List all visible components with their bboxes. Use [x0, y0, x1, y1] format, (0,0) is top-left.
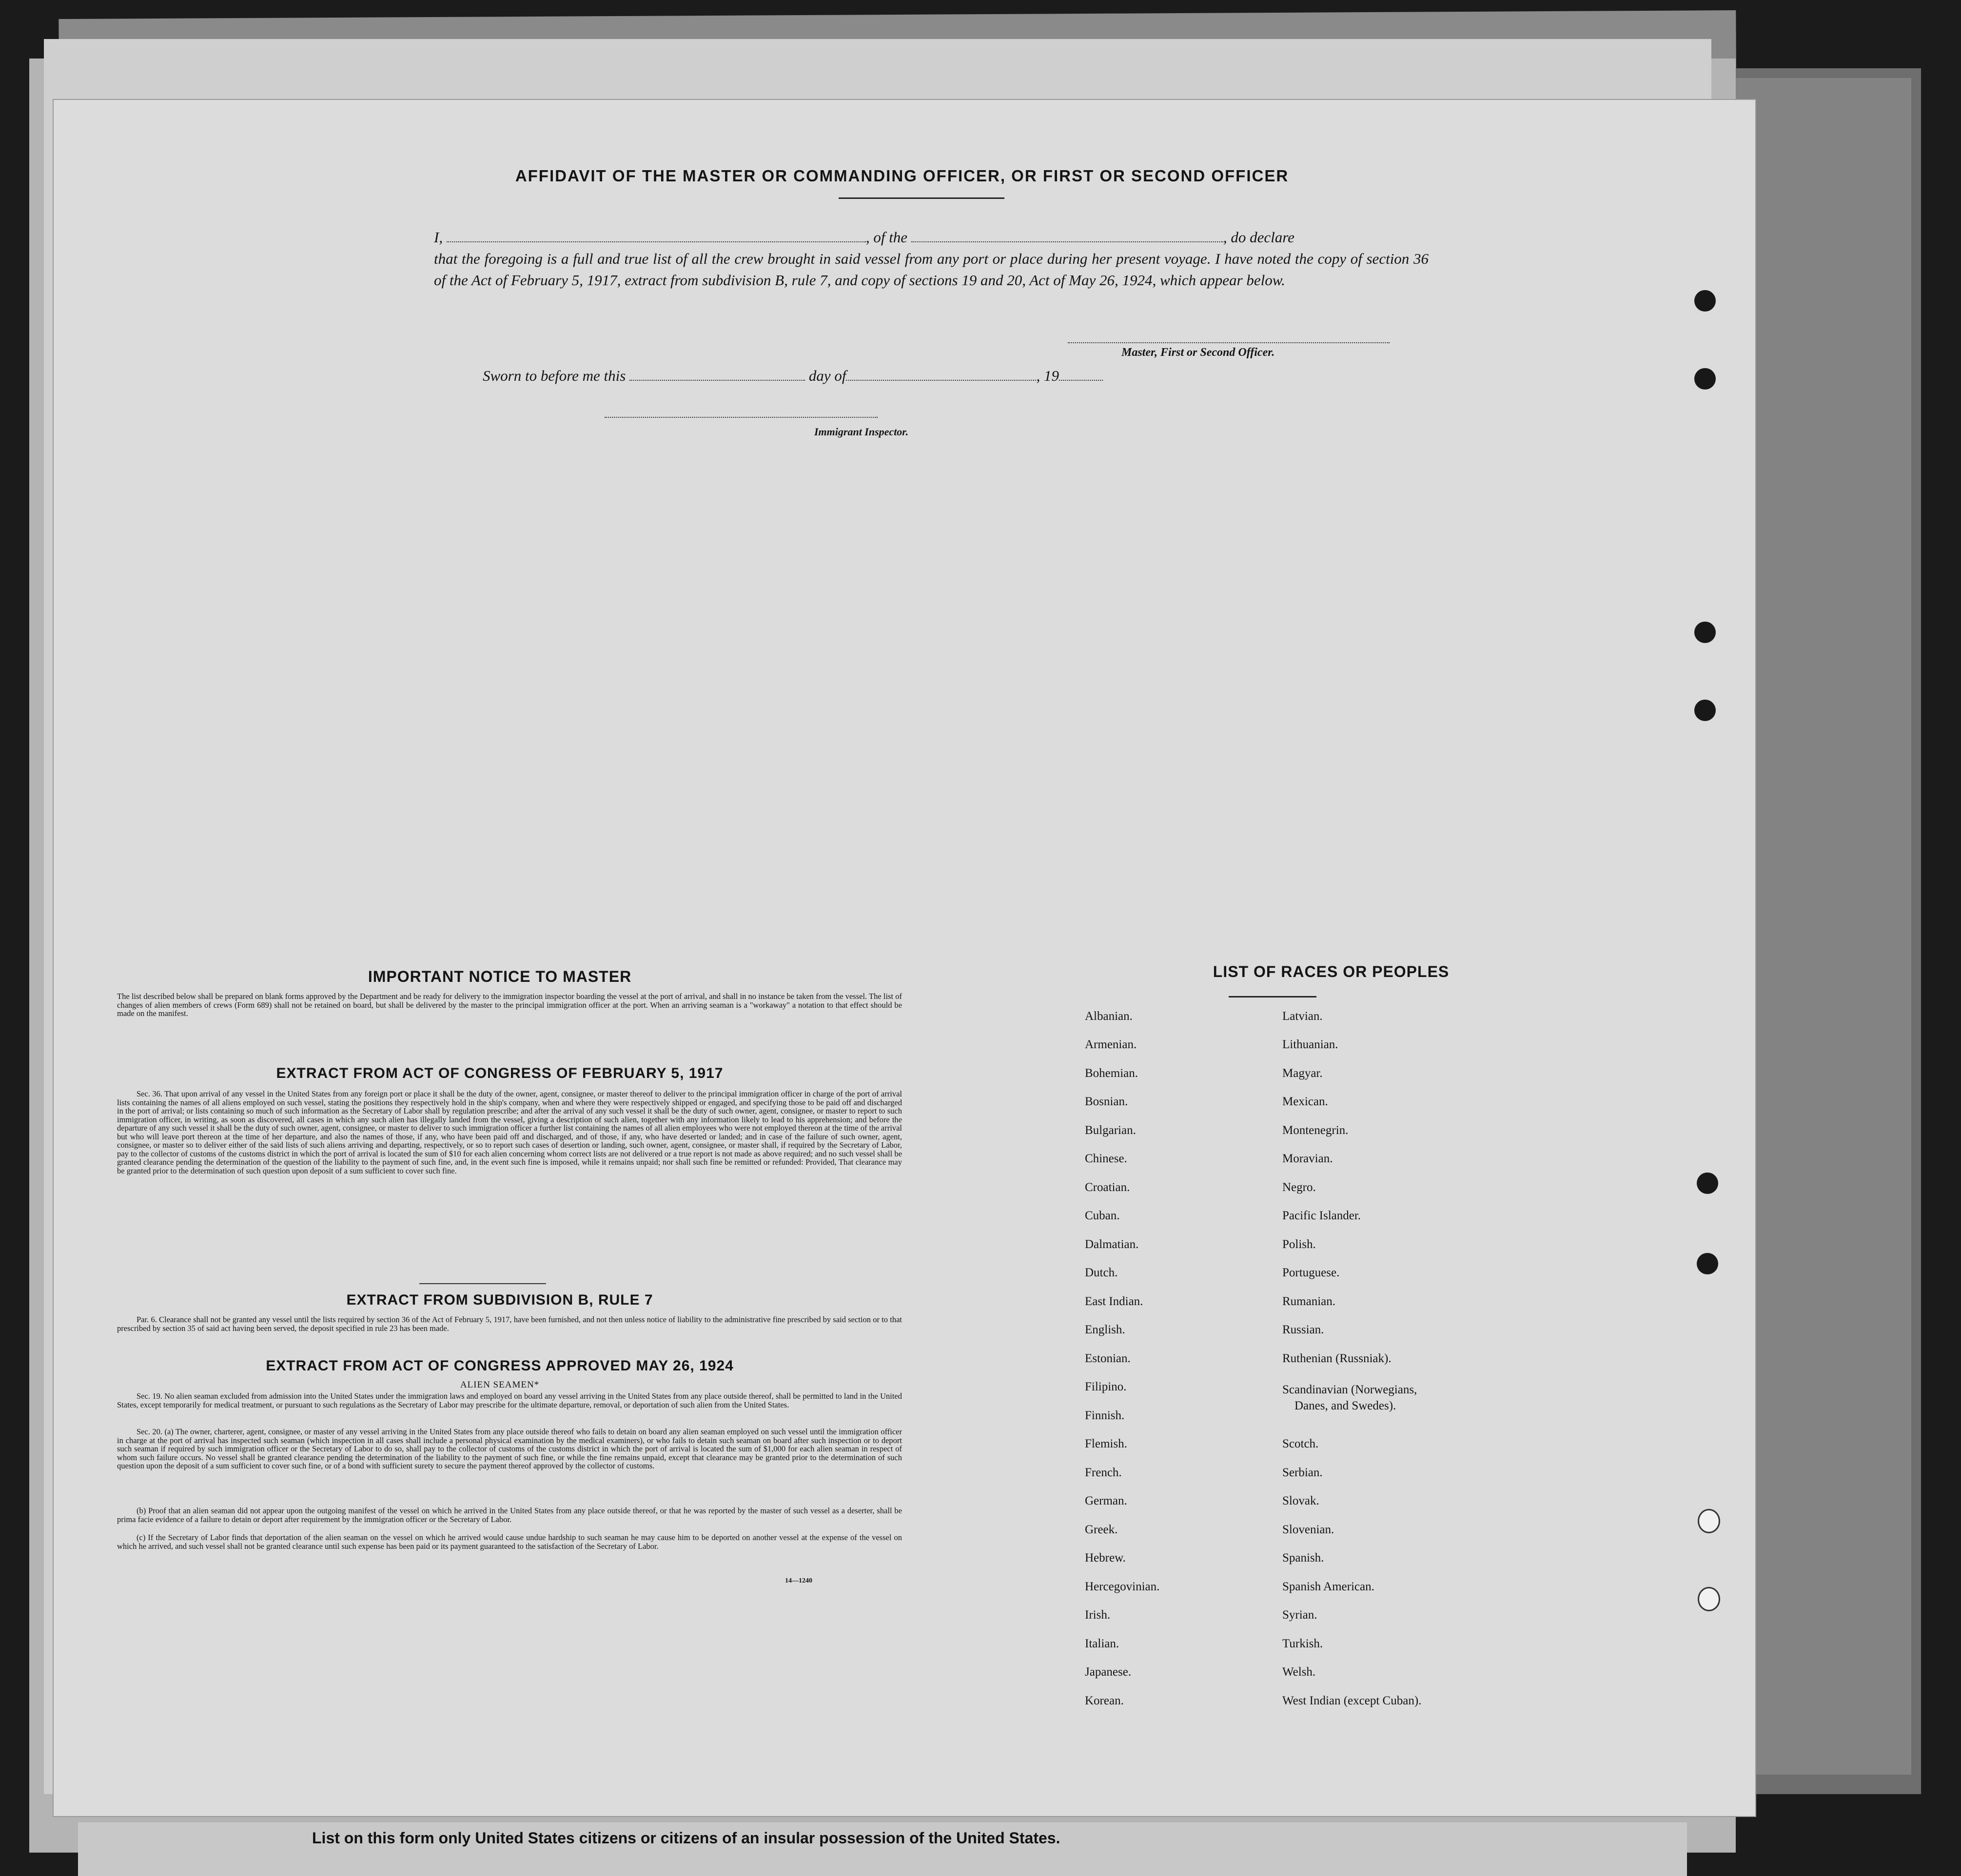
alien-seamen-subtitle: ALIEN SEAMEN* [460, 1380, 540, 1390]
race-item: Slovak. [1282, 1494, 1319, 1507]
race-item: Russian. [1282, 1323, 1324, 1336]
punch-hole [1698, 1509, 1720, 1533]
punch-hole [1698, 1587, 1720, 1611]
extract-1917-title: EXTRACT FROM ACT OF CONGRESS OF FEBRUARY 5, 1917 [276, 1065, 724, 1081]
extract-rule7-text: Par. 6. Clearance shall not be granted any vessel until the lists required by section 36 of the Act of February 5, 1917, have been furnished, and not then unless notice of liability to the administrative fine prescribed by said section or to that prescribed by section 35 of said act having been served, the deposit specified in rule 23 has been made. [117, 1315, 902, 1333]
sec20a-text: Sec. 20. (a) The owner, charterer, agent, consignee, or master of any vessel arriving in the United States from any place outside thereof who fails to detain on board any alien seaman employed on such vessel until the immigration officer in charge at the port of arrival has inspected such seaman (which inspection in all cases shall include a personal physical examination by the medical examiners), or who fails to detain such seaman on board after such inspection or to deport such seaman if required by such immigration officer or the Secretary of Labor to do so, shall pay to the collector of customs of the customs district in which the port of arrival is located the sum of $1,000 for each alien seaman in respect of whom such failure occurs. No vessel shall be granted clearance pending the determination of the liability to the payment of such fine, or while the fine remains unpaid, except that clearance may be granted prior to the determination of such question upon the deposit of a sum sufficient to cover such fine, or of a bond with sufficient surety to secure the payment thereof approved by the collector of customs. [117, 1427, 902, 1470]
race-item: East Indian. [1085, 1295, 1143, 1308]
race-item: Rumanian. [1282, 1295, 1336, 1308]
notice-title: IMPORTANT NOTICE TO MASTER [368, 968, 632, 985]
affidavit-declaration-line [434, 227, 1429, 248]
affidavit-title: AFFIDAVIT OF THE MASTER OR COMMANDING OFFICER, OR FIRST OR SECOND OFFICER [515, 167, 1289, 185]
affidavit-body: that the foregoing is a full and true list of all the crew brought in said vessel from any port or place during her present voyage. I have noted the copy of section 36 of the Act of February 5, 1917, extract from subdivision B, rule 7, and copy of sections 19 and 20, Act of May 26, 1924, which appear below. [434, 250, 1429, 289]
race-item: Bosnian. [1085, 1095, 1128, 1108]
sec19-text: Sec. 19. No alien seaman excluded from admission into the United States under the immigration laws and employed on board any vessel arriving in the United States from any place outside thereof, shall be permitted to land in the United States, except temporarily for medical treatment, or pursuant to such regulations as the Secretary of Labor may prescribe for the ultimate departure, removal, or deportation of such alien from the United States. [117, 1391, 902, 1409]
punch-hole [1697, 1172, 1718, 1194]
race-item: Japanese. [1085, 1665, 1132, 1679]
punch-hole [1694, 622, 1716, 643]
race-item: Hebrew. [1085, 1551, 1126, 1564]
signature-line[interactable] [1068, 342, 1390, 343]
race-item: Hercegovinian. [1085, 1580, 1160, 1593]
race-item: Lithuanian. [1282, 1038, 1338, 1051]
race-item: French. [1085, 1466, 1122, 1479]
punch-hole [1694, 290, 1716, 312]
sec20b-text: (b) Proof that an alien seaman did not appear upon the outgoing manifest of the vessel on which he arrived in the United States from any place outside thereof, or that he was reported by the master of such vessel as a deserter, shall be prima facie evidence of a failure to detain or deport after requirement by the immigration officer or the Secretary of Labor. [117, 1506, 902, 1524]
race-item: Dutch. [1085, 1266, 1118, 1279]
extract-rule7-title: EXTRACT FROM SUBDIVISION B, RULE 7 [346, 1292, 653, 1308]
race-item: Italian. [1085, 1637, 1119, 1650]
extract-1917-text: Sec. 36. That upon arrival of any vessel in the United States from any foreign port or place it shall be the duty of the owner, agent, consignee, or master thereof to deliver to the principal immigration officer in charge of the port of arrival lists containing the names of all aliens employed on such vessel, stating the positions they respectively hold in the ship's company, when and where they were respectively shipped or engaged, and specifying those to be paid off and discharged in the port of arrival; or lists containing so much of such information as the Secretary of Labor shall by regulation prescribe; and after the arrival of any such vessel it shall be the duty of such owner, agent, consignee, or master to report to such immigration officer, in writing, as soon as discovered, all cases in which any such alien has illegally landed from the vessel, giving a description of such alien, together with any information likely to lead to his apprehension; and before the departure of any such vessel it shall be the duty of such owner, agent, consignee, or master to deliver to such immigration officer a further list containing the names of all alien employees who were not employed thereon at the time of the arrival but who will leave port thereon at the time of her departure, and also the names of those, if any, who have been paid off and discharged, and of those, if any, who have deserted or landed; and in case of the failure of such owner, agent, consignee, or master so to deliver either of the said lists of such aliens arriving and departing, respectively, or so to report such cases of desertion or landing, such owner, agent, consignee, or master shall, if required by the Secretary of Labor, pay to the collector of customs of the customs district in which the port of arrival is located the sum of $10 for each alien concerning whom correct lists are not delivered or a true report is not made as above required; and no such vessel shall be granted clearance pending the determination of the question of the liability to the payment of such fine, and, in the event such fine is imposed, while it remains unpaid; nor shall such fine be remitted or refunded: Provided, That clearance may be granted prior to the determination of such question upon deposit of a sum sufficient to cover such fine. [117, 1089, 902, 1175]
inspector-signature-line[interactable] [605, 417, 878, 418]
race-item: Serbian. [1282, 1466, 1323, 1479]
race-item: Danes, and Swedes). [1294, 1399, 1396, 1412]
affidavit-i: I, [434, 229, 443, 246]
race-item: Flemish. [1085, 1437, 1127, 1450]
race-item: Syrian. [1282, 1608, 1317, 1622]
races-title: LIST OF RACES OR PEOPLES [1213, 963, 1450, 980]
extract-1924-title: EXTRACT FROM ACT OF CONGRESS APPROVED MAY 26, 1924 [266, 1358, 734, 1374]
race-item: Ruthenian (Russniak). [1282, 1352, 1392, 1365]
divider [839, 197, 1004, 199]
race-item: Filipino. [1085, 1380, 1127, 1393]
inspector-label: Immigrant Inspector. [814, 426, 909, 438]
race-item: Cuban. [1085, 1209, 1120, 1222]
form-number: 14—1240 [785, 1577, 812, 1584]
race-item: German. [1085, 1494, 1127, 1507]
race-item: Portuguese. [1282, 1266, 1340, 1279]
punch-hole [1697, 1253, 1718, 1274]
race-item: Bohemian. [1085, 1067, 1138, 1080]
affidavit-of: , of the [865, 229, 908, 246]
race-item: Spanish American. [1282, 1580, 1374, 1593]
race-item: Latvian. [1282, 1010, 1323, 1023]
sworn-day-field[interactable] [629, 380, 805, 381]
signature-label: Master, First or Second Officer. [1121, 346, 1275, 359]
sec20c-text: (c) If the Secretary of Labor finds that deportation of the alien seaman on the vessel on which he arrived would cause undue hardship to such seaman he may cause him to be deported on another vessel at the expense of the vessel on which he arrived, and such vessel shall not be granted clearance until such expense has been paid or its payment guaranteed to the satisfaction of the Secretary of Labor. [117, 1533, 902, 1551]
race-item: Negro. [1282, 1181, 1316, 1194]
sworn-prefix: Sworn to before me this [483, 367, 626, 384]
race-item: Spanish. [1282, 1551, 1324, 1564]
race-item: Bulgarian. [1085, 1124, 1136, 1137]
race-item: Greek. [1085, 1523, 1118, 1536]
race-item: Armenian. [1085, 1038, 1137, 1051]
race-item: Moravian. [1282, 1152, 1333, 1165]
race-item: Turkish. [1282, 1637, 1323, 1650]
form-sheet [54, 100, 1755, 1816]
divider [1229, 996, 1316, 997]
race-item: English. [1085, 1323, 1125, 1336]
race-item: Scandinavian (Norwegians, [1282, 1383, 1417, 1396]
punch-hole [1694, 368, 1716, 390]
race-item: Finnish. [1085, 1409, 1125, 1422]
sworn-year-label: , 19 [1036, 367, 1059, 384]
race-item: Estonian. [1085, 1352, 1131, 1365]
bottom-note: List on this form only United States citizens or citizens of an insular possession of the United States. [312, 1829, 1060, 1847]
sworn-line [483, 365, 1165, 387]
sworn-day-label: day of [808, 367, 846, 384]
race-item: Mexican. [1282, 1095, 1328, 1108]
punch-hole [1694, 700, 1716, 721]
name-field[interactable] [447, 241, 866, 242]
affidavit-declare: , do declare [1223, 229, 1294, 246]
race-item: Scotch. [1282, 1437, 1319, 1450]
race-item: Pacific Islander. [1282, 1209, 1361, 1222]
race-item: Polish. [1282, 1238, 1316, 1251]
divider [419, 1283, 546, 1284]
sworn-year-field[interactable] [1059, 380, 1103, 381]
race-item: Korean. [1085, 1694, 1124, 1707]
race-item: Welsh. [1282, 1665, 1316, 1679]
race-item: Magyar. [1282, 1067, 1323, 1080]
vessel-field[interactable] [911, 241, 1223, 242]
race-item: Dalmatian. [1085, 1238, 1139, 1251]
notice-text: The list described below shall be prepared on blank forms approved by the Department and be ready for delivery to the immigration inspector boarding the vessel at the port of arrival, and shall in no instance be taken from the vessel. The list of changes of alien members of crews (Form 689) shall not be retained on board, but shall be delivered by the master to the principal immigration officer at the port. When an arriving seaman is a "workaway" a notation to that effect should be made on the manifest. [117, 992, 902, 1018]
race-item: Slovenian. [1282, 1523, 1334, 1536]
race-item: West Indian (except Cuban). [1282, 1694, 1422, 1707]
sworn-month-field[interactable] [846, 380, 1036, 381]
race-item: Croatian. [1085, 1181, 1130, 1194]
race-item: Irish. [1085, 1608, 1111, 1622]
race-item: Albanian. [1085, 1010, 1133, 1023]
race-item: Montenegrin. [1282, 1124, 1349, 1137]
race-item: Chinese. [1085, 1152, 1127, 1165]
